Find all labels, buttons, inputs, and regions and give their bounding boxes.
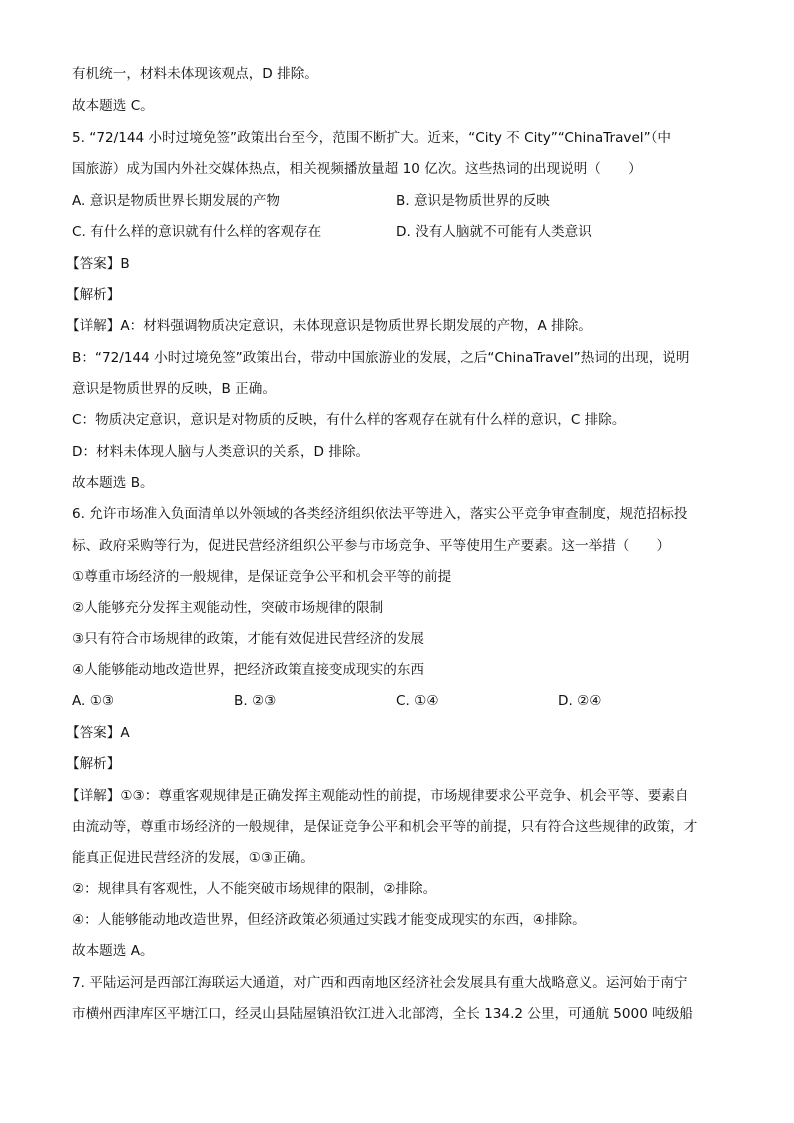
q5-option-c: C. 有什么样的意识就有什么样的客观存在 <box>72 224 322 240</box>
q7-stem-line-1: 7. 平陆运河是西部江海联运大通道，对广西和西南地区经济社会发展具有重大战略意义。运河始于南宁 <box>72 975 688 991</box>
q5-analysis-heading: 【解析】 <box>66 287 121 303</box>
q6-option-a: A. ①③ <box>72 693 115 709</box>
q6-detail-line-4: ②：规律具有客观性，人不能突破市场规律的限制，②排除。 <box>72 881 437 897</box>
q6-option-c: C. ①④ <box>396 693 439 709</box>
q7-stem-line-2: 市横州西津库区平塘江口，经灵山县陆屋镇沿钦江进入北部湾，全长 134.2 公里，可通航 5000 吨级船 <box>72 1006 693 1022</box>
q5-detail-line-2: B：“72/144 小时过境免签”政策出台，带动中国旅游业的发展，之后“ChinaTravel”热词的出现，说明 <box>72 350 690 366</box>
q5-detail-line-3: 意识是物质世界的反映，B 正确。 <box>72 381 276 397</box>
q5-stem-line-1: 5. “72/144 小时过境免签”政策出台至今，范围不断扩大。近来，“City 不 City”“ChinaTravel”（中 <box>72 130 672 146</box>
q6-detail-line-5: ④：人能够能动地改造世界，但经济政策必须通过实践才能变成现实的东西，④排除。 <box>72 912 586 928</box>
q6-answer: 【答案】A <box>66 725 130 741</box>
q6-stem-line-2: 标、政府采购等行为，促进民营经济组织公平参与市场竞争、平等使用生产要素。这一举措（ ） <box>72 538 671 554</box>
q5-detail-line-4: C：物质决定意识，意识是对物质的反映，有什么样的客观存在就有什么样的意识，C 排除。 <box>72 412 626 428</box>
q6-statement-3: ③只有符合市场规律的政策，才能有效促进民营经济的发展 <box>72 631 425 647</box>
intro-line-1: 有机统一，材料未体现该观点，D 排除。 <box>72 66 318 82</box>
q5-detail-line-1: 【详解】A：材料强调物质决定意识，未体现意识是物质世界长期发展的产物，A 排除。 <box>66 318 592 334</box>
q6-detail-line-1: 【详解】①③：尊重客观规律是正确发挥主观能动性的前提，市场规律要求公平竞争、机会平等、要素自 <box>66 788 689 804</box>
q6-option-b: B. ②③ <box>234 693 277 709</box>
q5-conclusion: 故本题选 B。 <box>72 475 154 491</box>
q5-option-a: A. 意识是物质世界长期发展的产物 <box>72 193 281 209</box>
q5-detail-line-5: D：材料未体现人脑与人类意识的关系，D 排除。 <box>72 444 370 460</box>
q6-statement-4: ④人能够能动地改造世界，把经济政策直接变成现实的东西 <box>72 662 425 678</box>
q6-detail-line-3: 能真正促进民营经济的发展，①③正确。 <box>72 850 314 866</box>
q6-conclusion: 故本题选 A。 <box>72 943 154 959</box>
q6-analysis-heading: 【解析】 <box>66 756 121 772</box>
q6-statement-2: ②人能够充分发挥主观能动性，突破市场规律的限制 <box>72 600 384 616</box>
q6-option-d: D. ②④ <box>558 693 602 709</box>
q5-answer: 【答案】B <box>66 256 130 272</box>
q5-option-b: B. 意识是物质世界的反映 <box>396 193 550 209</box>
q6-stem-line-1: 6. 允许市场准入负面清单以外领域的各类经济组织依法平等进入，落实公平竞争审查制度，规范招标投 <box>72 506 688 522</box>
q5-option-d: D. 没有人脑就不可能有人类意识 <box>396 224 592 240</box>
q6-statement-1: ①尊重市场经济的一般规律，是保证竞争公平和机会平等的前提 <box>72 569 452 585</box>
intro-conclusion: 故本题选 C。 <box>72 98 154 114</box>
q6-detail-line-2: 由流动等，尊重市场经济的一般规律，是保证竞争公平和机会平等的前提，只有符合这些规律的政策，才 <box>72 819 698 835</box>
q5-stem-line-2: 国旅游）成为国内外社交媒体热点，相关视频播放量超 10 亿次。这些热词的出现说明（ ） <box>72 161 642 177</box>
